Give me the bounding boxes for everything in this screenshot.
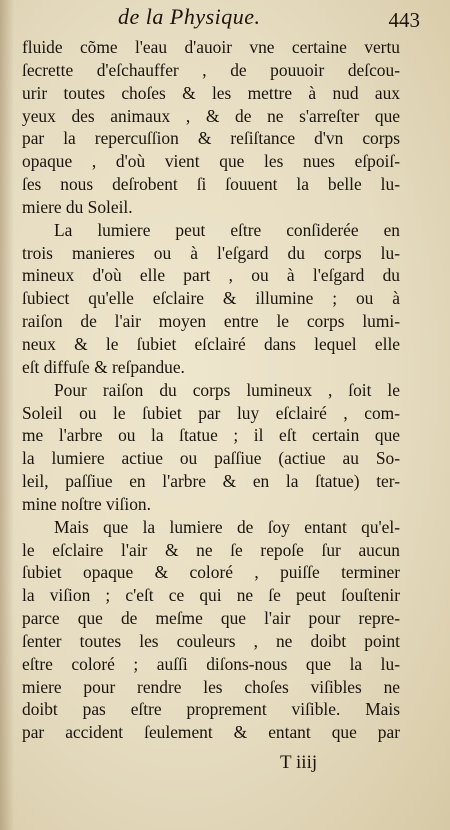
text-line: ſecrette d'eſchauffer , de pouuoir deſcou- xyxy=(22,59,400,80)
text-line: ſubiet opaque & coloré , puiſſe terminer xyxy=(22,562,400,583)
text-line: par accident ſeulement & entant que par xyxy=(22,722,400,743)
text-line: parce que de meſme que l'air pour repre- xyxy=(22,608,400,629)
text-line: mine noſtre viſion. xyxy=(22,493,151,514)
text-line: me l'arbre ou la ſtatue ; il eſt certain que xyxy=(22,425,400,446)
text-line: raiſon de l'air moyen entre le corps lumi- xyxy=(22,311,400,332)
text-line: trois manieres ou à l'eſgard du corps lu- xyxy=(22,242,400,263)
text-line: fluide cõme l'eau d'auoir vne certaine vertu xyxy=(22,37,400,57)
text-line: opaque , d'où vient que les nues eſpoiſ- xyxy=(22,151,400,172)
text-line: ſubiect qu'elle eſclaire & illumine ; ou à xyxy=(22,288,400,309)
text-line: leil, paſſiue en l'arbre & en la ſtatue) ter- xyxy=(22,471,400,492)
text-line: la lumiere actiue ou paſſiue (actiue au So- xyxy=(22,448,400,469)
text-line: yeux des animaux , & de ne s'arreſter que xyxy=(22,105,400,126)
text-line: mineux d'où elle part , ou à l'eſgard du xyxy=(22,265,400,286)
page-number: 443 xyxy=(388,8,420,32)
text-line: Soleil ou le ſubiet par luy eſclairé , com- xyxy=(22,402,400,423)
text-line: urir toutes choſes & les mettre à nud aux xyxy=(22,82,400,103)
text-line: ſes nous deſrobent ſi ſouuent la belle lu- xyxy=(22,174,400,195)
text-line: eſtre coloré ; auſſi diſons-nous que la lu- xyxy=(22,653,400,674)
text-line: le eſclaire l'air & ne ſe repoſe ſur aucun xyxy=(22,539,400,560)
paragraph-start-line: Pour raiſon du corps lumineux , ſoit le xyxy=(54,379,400,400)
text-line: par la repercuſſion & reſiſtance d'vn corps xyxy=(22,128,400,149)
text-line: eſt diffuſe & reſpandue. xyxy=(22,356,185,377)
running-title: de la Physique. xyxy=(118,4,261,29)
paragraph-start-line: Mais que la lumiere de ſoy entant qu'el- xyxy=(54,516,400,537)
text-line: miere pour rendre les choſes viſibles ne xyxy=(22,676,400,697)
text-line: la viſion ; c'eſt ce qui ne ſe peut ſouſtenir xyxy=(22,585,400,606)
body-text xyxy=(22,36,400,744)
text-line: ſenter toutes les couleurs , ne doibt point xyxy=(22,630,400,651)
signature-mark: T iiij xyxy=(280,752,318,773)
paragraph-start-line: La lumiere peut eſtre conſiderée en xyxy=(54,219,400,240)
text-line: doibt pas eſtre proprement viſible. Mais xyxy=(22,699,400,720)
text-line: miere du Soleil. xyxy=(22,196,133,217)
text-line: neux & le ſubiet eſclairé dans lequel elle xyxy=(22,333,400,354)
